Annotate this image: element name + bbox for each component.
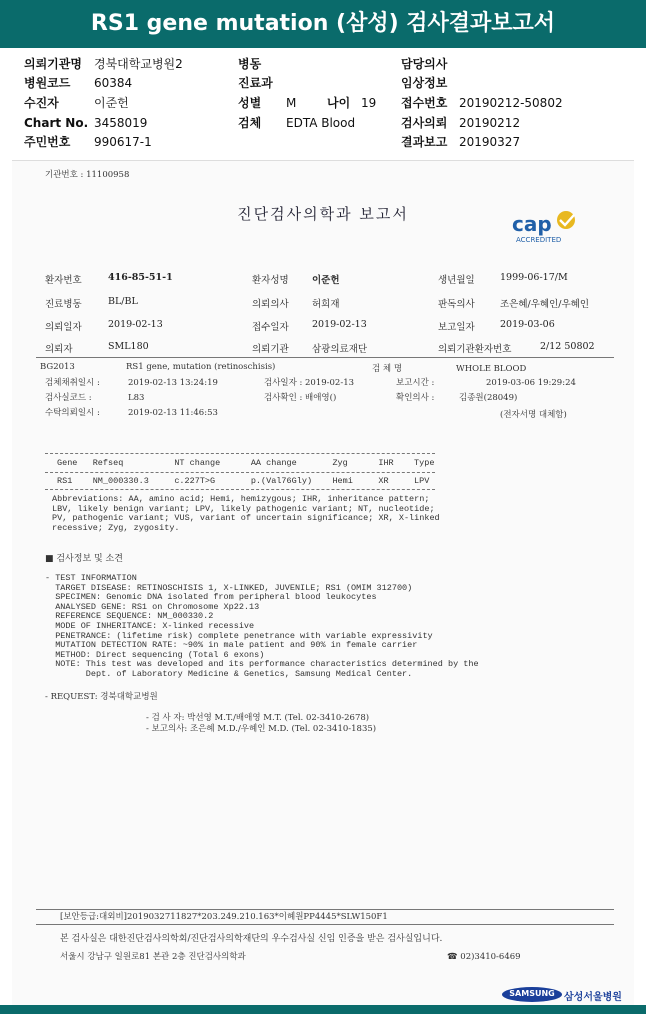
meta-label: 검사실코드 : bbox=[45, 393, 92, 403]
meta-value: 2019-02-13 bbox=[305, 378, 355, 388]
meta-label: 검사일자 : bbox=[264, 378, 303, 388]
grid-label: 판독의사 bbox=[438, 299, 475, 310]
grid-value: 1999-06-17/M bbox=[500, 272, 568, 283]
grid-label: 보고일자 bbox=[438, 322, 475, 333]
grid-value: 2019-02-13 bbox=[108, 319, 163, 330]
security-line: [보안등급:대외비]2019032711827*203.249.210.163*이혜원PP4445*SLW150F1 bbox=[60, 912, 388, 922]
header-row: 임상정보 bbox=[401, 76, 448, 90]
grid-label: 의뢰기관환자번호 bbox=[438, 344, 512, 355]
header-row: 주민번호 bbox=[24, 135, 71, 149]
meta-label: 확인의사 : bbox=[396, 393, 435, 403]
doctor-signature: - 보고의사: 조은혜 M.D./우혜인 M.D. (Tel. 02-3410-1835) bbox=[146, 724, 377, 734]
grid-label: 의뢰자 bbox=[45, 344, 73, 355]
grid-label: 생년월일 bbox=[438, 275, 475, 286]
grid-value: 삼광의료재단 bbox=[312, 344, 368, 355]
specimen-label: 검 체 명 bbox=[372, 364, 403, 374]
hospital-name: 삼성서울병원 bbox=[564, 992, 622, 1003]
grid-value: 2019-02-13 bbox=[312, 319, 367, 330]
grid-value: 조은혜/우혜인/우혜인 bbox=[500, 299, 589, 310]
grid-value: 2019-03-06 bbox=[500, 319, 555, 330]
divider bbox=[36, 909, 614, 910]
header-value: 3458019 bbox=[94, 116, 148, 130]
grid-value: SML180 bbox=[108, 341, 149, 352]
header-row: 접수번호 bbox=[401, 96, 448, 110]
header-row: 성별 bbox=[238, 96, 262, 110]
header-row: 의뢰기관명 bbox=[24, 57, 82, 71]
institution-number: 기관번호 : 11100958 bbox=[45, 170, 130, 180]
bottom-bar bbox=[0, 1005, 646, 1014]
test-name: RS1 gene, mutation (retinoschisis) bbox=[126, 362, 276, 372]
age-label: 나이 bbox=[327, 96, 351, 110]
grid-value: BL/BL bbox=[108, 296, 138, 307]
samsung-logo: SAMSUNG bbox=[502, 987, 562, 1002]
meta-value: 배애영() bbox=[305, 393, 337, 403]
header-row: 진료과 bbox=[238, 76, 273, 90]
meta-value: 2019-02-13 13:24:19 bbox=[128, 378, 218, 388]
grid-label: 환자번호 bbox=[45, 275, 82, 286]
lab-report-title: 진단검사의학과 보고서 bbox=[237, 205, 409, 223]
header-row: 병원코드 bbox=[24, 76, 71, 90]
section-title: ■ 검사정보 및 소견 bbox=[45, 554, 123, 564]
divider bbox=[45, 489, 435, 490]
divider bbox=[45, 472, 435, 473]
divider bbox=[36, 357, 614, 358]
specimen-value: EDTA Blood bbox=[286, 116, 356, 130]
header-value: 20190212-50802 bbox=[459, 96, 563, 110]
header-value: 60384 bbox=[94, 76, 133, 90]
grid-label: 환자성명 bbox=[252, 275, 289, 286]
report-title: RS1 gene mutation (삼성) 검사결과보고서 bbox=[90, 11, 556, 36]
header-value: 이준헌 bbox=[94, 96, 129, 110]
header-row: 담당의사 bbox=[401, 57, 448, 71]
meta-label: 검체채취일시 : bbox=[45, 378, 100, 388]
header-row: 결과보고 bbox=[401, 135, 448, 149]
header-row: 병동 bbox=[238, 57, 262, 71]
grid-label: 의뢰일자 bbox=[45, 322, 82, 333]
divider bbox=[36, 924, 614, 925]
header-value: 경북대학교병원2 bbox=[94, 57, 183, 71]
header-row: 수진자 bbox=[24, 96, 59, 110]
grid-value: 2/12 50802 bbox=[540, 341, 595, 352]
certification-text: 본 검사실은 대한진단검사의학회/진단검사의학재단의 우수검사실 신임 인증을 받은 검사실입니다. bbox=[60, 934, 443, 944]
abbreviations: Abbreviations: AA, amino acid; Hemi, hemizygous; IHR, inheritance pattern; LBV, likely benign variant; LPV, likely pathogenic variant; NT, nucleotide; PV, pathogenic variant; VUS, variant of uncertain significance; XR, X-linked recessive; Zyg, zygosity. bbox=[52, 494, 440, 533]
header-value: 20190327 bbox=[459, 135, 521, 149]
meta-value: 김종원(28049) bbox=[459, 393, 518, 403]
request: - REQUEST: 경북대학교병원 bbox=[45, 692, 158, 702]
e-signature-note: (전자서명 대체함) bbox=[500, 410, 567, 420]
meta-value: 2019-02-13 11:46:53 bbox=[128, 408, 218, 418]
meta-value: 2019-03-06 19:29:24 bbox=[486, 378, 576, 388]
meta-label: 검사확인 : bbox=[264, 393, 303, 403]
grid-label: 의뢰의사 bbox=[252, 299, 289, 310]
cap-accredited-logo: cap ACCREDITED bbox=[508, 210, 588, 246]
header-value: 20190212 bbox=[459, 116, 521, 130]
grid-label: 진료병동 bbox=[45, 299, 82, 310]
grid-value: 이준헌 bbox=[312, 275, 340, 286]
meta-label: 보고시간 : bbox=[396, 378, 435, 388]
meta-label: 수탁의뢰일시 : bbox=[45, 408, 100, 418]
variant-table-row: RS1 NM_000330.3 c.227T>G p.(Val76Gly) Hemi XR LPV bbox=[57, 476, 430, 486]
meta-value: L83 bbox=[128, 393, 145, 403]
test-information: - TEST INFORMATION TARGET DISEASE: RETINOSCHISIS 1, X-LINKED, JUVENILE; RS1 (OMIM 312700) SPECIMEN: Genomic DNA isolated from peripheral blood leukocytes ANALYSED GENE: RS1 on Chromosome Xp22.13 REFERENCE SEQUENCE: NM_000330.2 MODE OF INHERITANCE: X-linked recessive PENETRANCE: (lifetime risk) complete penetrance with variable expressivity MUTATION DETECTION RATE: ~90% in male patient and 90% in female carrier METHOD: Direct sequencing (Total 6 exons) NOTE: This test was developed and its performance characteristics determined by the Dept. of Laboratory Medicine & Genetics, Samsung Medical Center. bbox=[45, 573, 479, 679]
header-value: 990617-1 bbox=[94, 135, 152, 149]
grid-value: 허희재 bbox=[312, 299, 340, 310]
age-value: 19 bbox=[361, 96, 377, 110]
grid-value: 416-85-51-1 bbox=[108, 272, 173, 283]
header-row: 검사의뢰 bbox=[401, 116, 448, 130]
variant-table-header: Gene Refseq NT change AA change Zyg IHR Type bbox=[57, 458, 435, 468]
sex-value: M bbox=[286, 96, 297, 110]
divider bbox=[45, 453, 435, 454]
grid-label: 의뢰기관 bbox=[252, 344, 289, 355]
specimen-value: WHOLE BLOOD bbox=[456, 364, 527, 374]
grid-label: 접수일자 bbox=[252, 322, 289, 333]
lab-address: 서울시 강남구 일원로81 본관 2층 진단검사의학과 bbox=[60, 952, 246, 962]
lab-phone: ☎ 02)3410-6469 bbox=[447, 952, 521, 962]
test-code: BG2013 bbox=[40, 362, 75, 372]
tester-signature: - 검 사 자: 박선영 M.T./배애영 M.T. (Tel. 02-3410-2678) bbox=[146, 713, 370, 723]
report-title-bar bbox=[0, 0, 646, 48]
header-row: 검체 bbox=[238, 116, 262, 130]
header-row: Chart No. bbox=[24, 116, 89, 130]
